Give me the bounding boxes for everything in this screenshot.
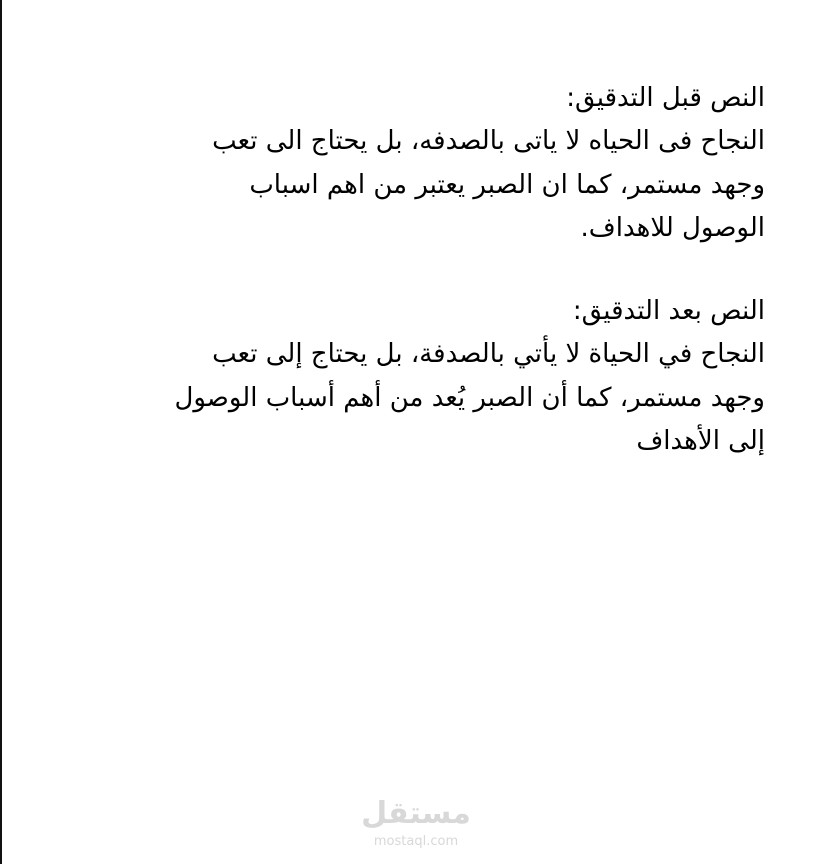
after-line: إلى الأهداف: [636, 426, 765, 456]
after-line: وجهد مستمر، كما أن الصبر يُعد من أهم أسباب الوصول: [174, 383, 765, 413]
after-heading: النص بعد التدقيق:: [572, 296, 765, 326]
before-heading: النص قبل التدقيق:: [566, 83, 765, 113]
watermark-url: mostaql.com: [373, 834, 459, 849]
after-line: النجاح في الحياة لا يأتي بالصدفة، بل يحتاج إلى تعب: [212, 339, 765, 369]
watermark-logo: مستقل: [361, 796, 471, 831]
before-line: الوصول للاهداف.: [580, 213, 765, 243]
before-line: وجهد مستمر، كما ان الصبر يعتبر من اهم اسباب: [249, 170, 765, 200]
before-line: النجاح فى الحياه لا ياتى بالصدفه، بل يحتاج الى تعب: [212, 126, 765, 156]
